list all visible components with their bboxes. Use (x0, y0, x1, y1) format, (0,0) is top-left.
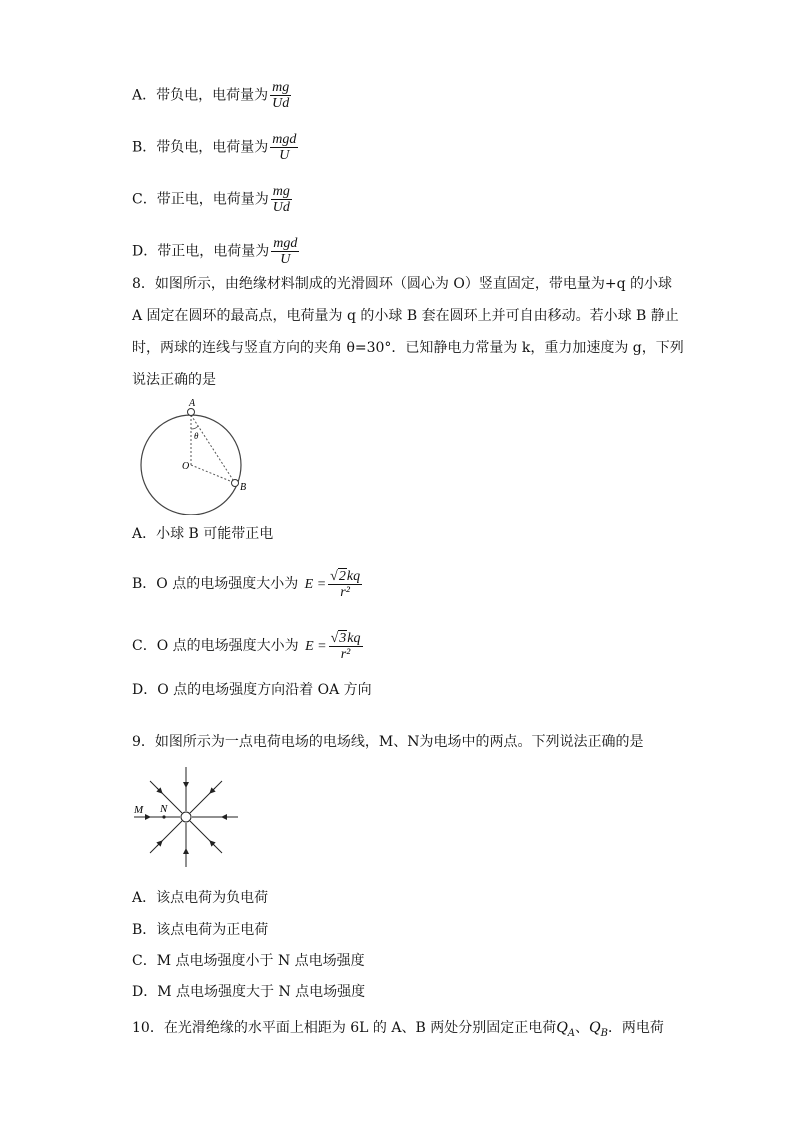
q7-option-d-fraction: $\frac{\text{mgd}}{U}$ (273, 236, 298, 267)
q9-stem: 9．如图所示为一点电荷电场的电场线，M、N为电场中的两点。下列说法正确的是 (132, 734, 644, 750)
q7-option-a: A．带负电，电荷量为 $\frac{mg}{Ud}$ (132, 80, 290, 111)
theta-arc (191, 426, 198, 429)
q8-option-d: D．O 点的电场强度方向沿着 OA 方向 (132, 682, 372, 698)
q10-stem: 10．在光滑绝缘的水平面上相距为 6L 的 A、B 两处分别固定正电荷$Q_A$、$Q_B$．两电荷 (132, 1019, 664, 1039)
q9-option-d: D．M 点电场强度大于 N 点电场强度 (132, 984, 366, 1000)
q7-option-c: C．带正电，电荷量为 $\frac{mg}{Ud}$ (132, 184, 290, 215)
label-o: O (182, 461, 190, 472)
ball-b (232, 480, 239, 487)
arrow-downright (210, 841, 215, 846)
label-m: M (134, 804, 144, 816)
q8-stem-line-2: A 固定在圆环的最高点，电荷量为 q 的小球 B 套在圆环上并可自由移动。若小球 B 静止 (132, 308, 679, 324)
q8-option-c-fraction: $\frac{√3kq}{\text{r²}}$ (330, 631, 361, 662)
q8-ring-figure (135, 395, 255, 515)
arrow-downleft (157, 841, 162, 846)
q8-option-b: B．O 点的电场强度大小为 E = $\frac{√2kq}{\text{r²}}$ (132, 569, 361, 600)
point-charge (181, 812, 191, 822)
q7-option-d: D．带正电，电荷量为 $\frac{\text{mgd}}{U}$ (132, 236, 298, 267)
q8-stem-line-4: 说法正确的是 (132, 372, 216, 388)
q8-stem-line-1: 8．如图所示，由绝缘材料制成的光滑圆环（圆心为 O）竖直固定，带电量为+q 的小球 (132, 276, 672, 292)
q9-field-lines-figure (130, 765, 245, 875)
arrow-upright (210, 788, 215, 793)
ob-dashed-line (191, 465, 235, 483)
q8-option-a: A．小球 B 可能带正电 (132, 526, 274, 542)
ball-a (188, 409, 195, 416)
q8-option-c: C．O 点的电场强度大小为 E = $\frac{√3kq}{\text{r²}}$ (132, 631, 361, 662)
arrow-upleft (157, 788, 162, 793)
field-line-downright (190, 821, 222, 853)
label-a: A (189, 398, 196, 409)
q7-option-c-fraction: $\frac{mg}{Ud}$ (272, 184, 290, 215)
point-n (162, 815, 165, 818)
field-line-downleft (150, 821, 182, 853)
q9-option-b: B．该点电荷为正电荷 (132, 922, 269, 938)
q7-option-a-fraction: $\frac{mg}{Ud}$ (272, 80, 290, 111)
q8-option-b-fraction: $\frac{√2kq}{\text{r²}}$ (330, 569, 361, 600)
label-b: B (240, 482, 247, 493)
ab-dashed-line (191, 415, 235, 483)
field-line-upright (190, 781, 222, 813)
q9-option-c: C．M 点电场强度小于 N 点电场强度 (132, 953, 365, 969)
q7-option-b: B．带负电，电荷量为 $\frac{\text{mgd}}{U}$ (132, 132, 297, 163)
label-theta: θ (194, 431, 199, 441)
q7-option-b-fraction: $\frac{\text{mgd}}{U}$ (272, 132, 297, 163)
label-n: N (160, 803, 168, 815)
q9-option-a: A．该点电荷为负电荷 (132, 890, 269, 906)
q8-stem-line-3: 时，两球的连线与竖直方向的夹角 θ=30°．已知静电力常量为 k，重力加速度为 g，下列 (132, 340, 684, 356)
